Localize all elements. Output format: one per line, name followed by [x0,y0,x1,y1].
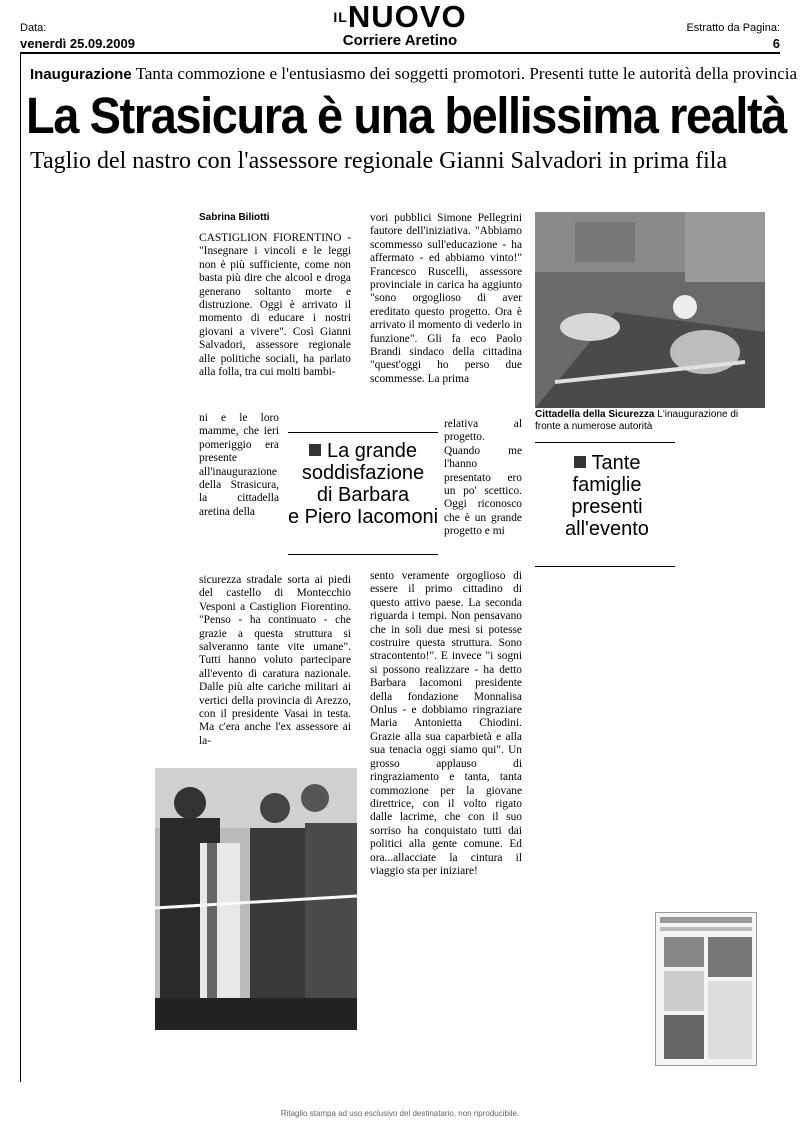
article-column-2-bottom: sento veramente orgoglioso di essere il primo cittadino di questo attivo paese. La seconda riguarda i tempi. Non pensavano che in soli due mesi si potesse costruire questa struttura. Sono stracontento!". E invece "i sogni si possono realizzare - ha detto Barbara Iacomoni presidente della fondazione Monnalisa Onlus - e dobbiamo ringraziare Maria Antonietta Chiodini. Grazie alla sua caparbietà e alla sua tenacia oggi siamo qui". Un grosso applauso di ringraziamento e tanta, tanta commozione per la giovane direttrice, con il volto rigato dalle lacrime, che con il suo sorriso ha conquistato tutti dai politici alla gente comune. Ed ora...allacciate la cintura il viaggio sta per iniziare! [370,570,522,877]
pull-quote-1-rule-bottom [288,554,438,555]
date-value: venerdì 25.09.2009 [20,36,135,51]
article-kicker: Inaugurazione Tanta commozione e l'entusiasmo dei soggetti promotori. Presenti tutte le autorità della provincia [30,64,798,83]
square-bullet-icon [309,444,321,456]
page-number: 6 [772,36,780,51]
extract-label: Estratto da Pagina: [686,22,780,34]
article-subheadline: Taglio del nastro con l'assessore regionale Gianni Salvadori in prima fila [30,148,728,174]
footer-disclaimer: Ritaglio stampa ad uso esclusivo del destinatario, non riproducibile. [280,1109,520,1118]
pull-quote-2: Tante famiglie presenti all'evento [565,452,649,540]
square-bullet-icon [574,456,586,468]
article-byline: Sabrina Biliotti [199,212,270,223]
top-rule [20,52,780,54]
cittadella-photo [535,212,765,408]
masthead-logo: $^{IL}$NUOVO [333,0,467,34]
photo-caption: Cittadella della Sicurezza L'inaugurazione di fronte a numerose autorità [535,409,739,432]
masthead-subtitle: Corriere Aretino [342,32,458,49]
pull-quote-2-rule-top [535,442,675,443]
article-column-1-top: CASTIGLION FIORENTINO - "Insegnare i vincoli e le leggi non è più sufficiente, come non basta più dire che alcool e droga generano soltanto morte e distruzione. Oggi è arrivato il momento di educare i nostri giovani a vivere". Così Gianni Salvadori, assessore regionale alle politiche sociali, ha parlato alla folla, tra cui molti bambi- [199,232,351,379]
pull-quote-2-rule-bottom [535,566,675,567]
article-column-1-middle: ni e le loro mamme, che ieri pomeriggio era presente all'inaugurazione della Strasicura, la cittadella aretina della [199,412,279,518]
article-column-2-middle: relativa al progetto. Quando me l'hanno presentato ero un po' scettico. Oggi riconosco che è un grande progetto e mi [444,418,522,538]
article-headline: La Strasicura è una bellissima realtà [26,87,787,144]
article-column-1-bottom: sicurezza stradale sorta ai piedi del castello di Montecchio Vesponi a Castiglion Fiorentino. "Penso - ha continuato - che grazie a questa struttura si salveranno tante vite umane". Tutti hanno voluto partecipare all'evento di caratura nazionale. Dalle più alte cariche militari ai vertici della provincia di Arezzo, con il presidente Vasai in testa. Ma c'era anche l'ex assessore ai la- [199,574,351,747]
pull-quote-1-rule-top [288,432,438,433]
pull-quote-1: La grande soddisfazione di Barbara e Piero Iacomoni [287,440,439,528]
ribbon-cutting-photo [155,768,357,1030]
left-margin-rule [20,54,21,1082]
page-thumbnail [655,912,757,1066]
date-label: Data: [20,22,47,34]
article-column-2-top: vori pubblici Simone Pellegrini fautore dell'iniziativa. "Abbiamo scommesso sull'educazione - ha affermato - ed abbiamo vinto!" Francesco Ruscelli, assessore provinciale in carica ha aggiunto "sono orgoglioso di aver ereditato questo progetto. Ora è arrivato il momento di vederlo in funzione". Gli fa eco Paolo Brandi sindaco della cittadina "quest'oggi ho perso due scommesse. La prima [370,212,522,385]
